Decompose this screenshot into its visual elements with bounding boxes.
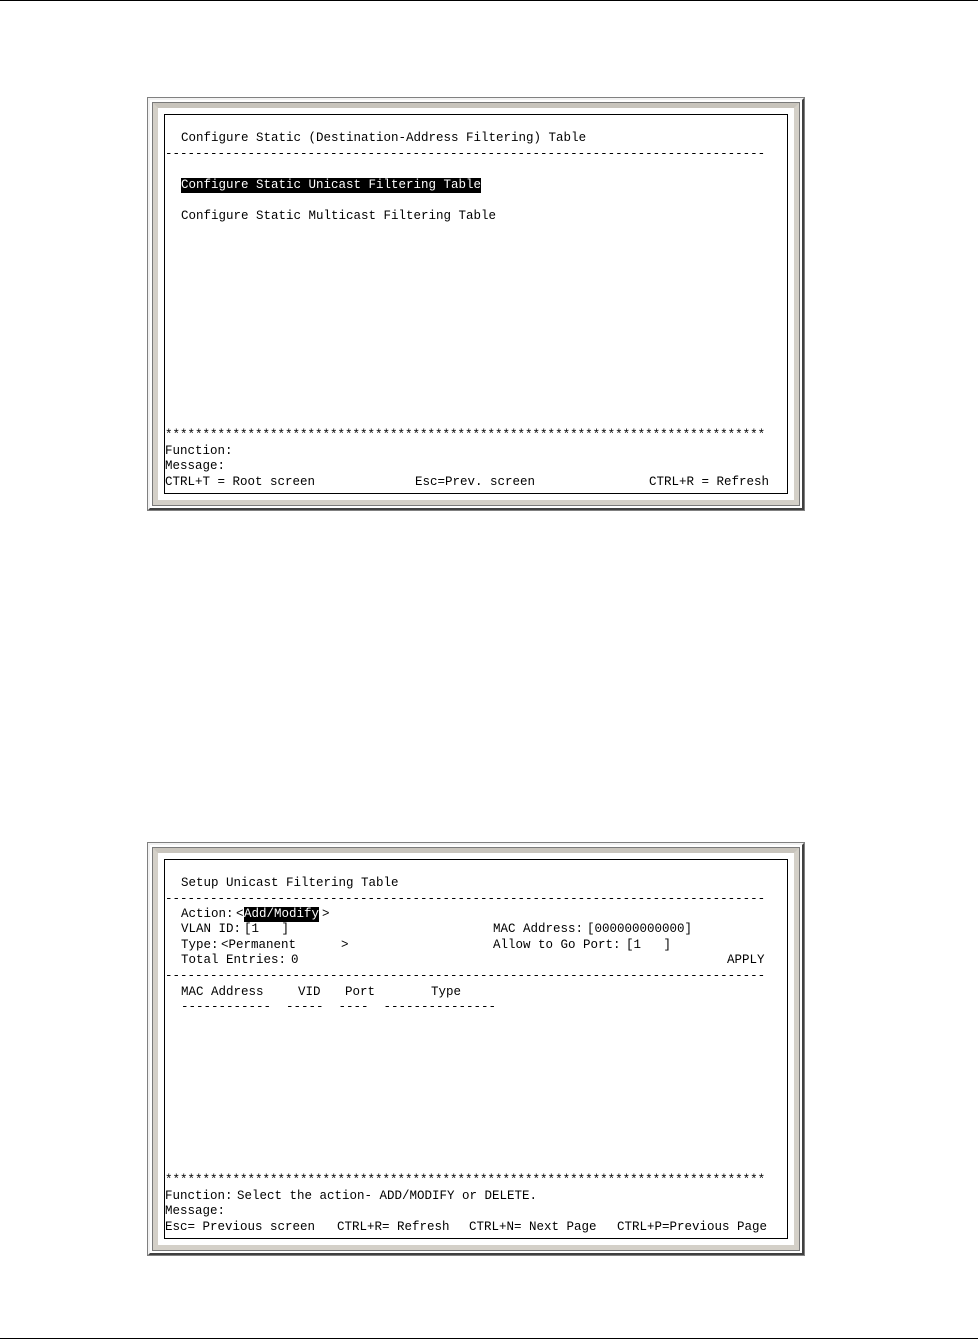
action-open-bracket: < <box>236 907 244 921</box>
total-entries-label: Total Entries: <box>181 953 287 967</box>
footer-refresh[interactable]: CTRL+R= Refresh <box>337 1220 450 1234</box>
mac-address-label: MAC Address: <box>493 922 584 936</box>
mac-address-field[interactable]: [000000000000] <box>587 922 693 936</box>
console-screen <box>164 114 788 494</box>
page-top-rule <box>0 0 978 1</box>
status-stars-divider: ******************************************************************************** <box>165 428 766 442</box>
message-label: Message: <box>165 1204 226 1218</box>
screen-title: Configure Static (Destination-Address Filtering) Table <box>181 131 587 145</box>
terminal-frame <box>152 847 800 1251</box>
title-divider: -------------------------------------------------------------------------------- <box>165 892 766 906</box>
terminal-frame <box>152 102 800 506</box>
allow-port-label: Allow to Go Port: <box>493 938 621 952</box>
footer-prev-screen[interactable]: Esc= Previous screen <box>165 1220 316 1234</box>
screen-title: Setup Unicast Filtering Table <box>181 876 399 890</box>
terminal-window-unicast-filtering <box>148 843 804 1255</box>
menu-item-static-unicast[interactable]: Configure Static Unicast Filtering Table <box>181 178 482 192</box>
function-value: Select the action- ADD/MODIFY or DELETE. <box>237 1189 538 1203</box>
table-header-port: Port <box>345 985 376 999</box>
total-entries-value: 0 <box>291 953 299 967</box>
footer-next-page[interactable]: CTRL+N= Next Page <box>469 1220 597 1234</box>
footer-previous-page[interactable]: CTRL+P=Previous Page <box>617 1220 768 1234</box>
page-bottom-rule <box>0 1338 978 1339</box>
menu-item-static-multicast[interactable]: Configure Static Multicast Filtering Table <box>181 209 497 223</box>
type-select[interactable]: <Permanent > <box>221 938 349 952</box>
title-divider: -------------------------------------------------------------------------------- <box>165 147 766 161</box>
table-header-rule: ------------ ----- ---- --------------- <box>181 1000 497 1014</box>
form-divider: -------------------------------------------------------------------------------- <box>165 969 766 983</box>
table-header-vid: VID <box>298 985 321 999</box>
function-label: Function: <box>165 1189 233 1203</box>
allow-port-field[interactable]: [1 ] <box>626 938 672 952</box>
action-select[interactable]: Add/Modify <box>244 907 320 921</box>
apply-button[interactable]: APPLY <box>727 953 765 967</box>
footer-prev-screen[interactable]: Esc=Prev. screen <box>415 475 536 489</box>
terminal-window-static-filtering <box>148 98 804 510</box>
function-label: Function: <box>165 444 233 458</box>
action-close-bracket: > <box>322 907 330 921</box>
action-label: Action: <box>181 907 234 921</box>
message-label: Message: <box>165 459 226 473</box>
vlan-id-field[interactable]: [1 ] <box>244 922 290 936</box>
footer-refresh[interactable]: CTRL+R = Refresh <box>649 475 770 489</box>
vlan-id-label: VLAN ID: <box>181 922 242 936</box>
footer-root-screen[interactable]: CTRL+T = Root screen <box>165 475 316 489</box>
table-header-type: Type <box>431 985 462 999</box>
type-label: Type: <box>181 938 219 952</box>
table-header-mac: MAC Address <box>181 985 264 999</box>
status-stars-divider: ******************************************************************************** <box>165 1173 766 1187</box>
console-screen <box>164 859 788 1239</box>
